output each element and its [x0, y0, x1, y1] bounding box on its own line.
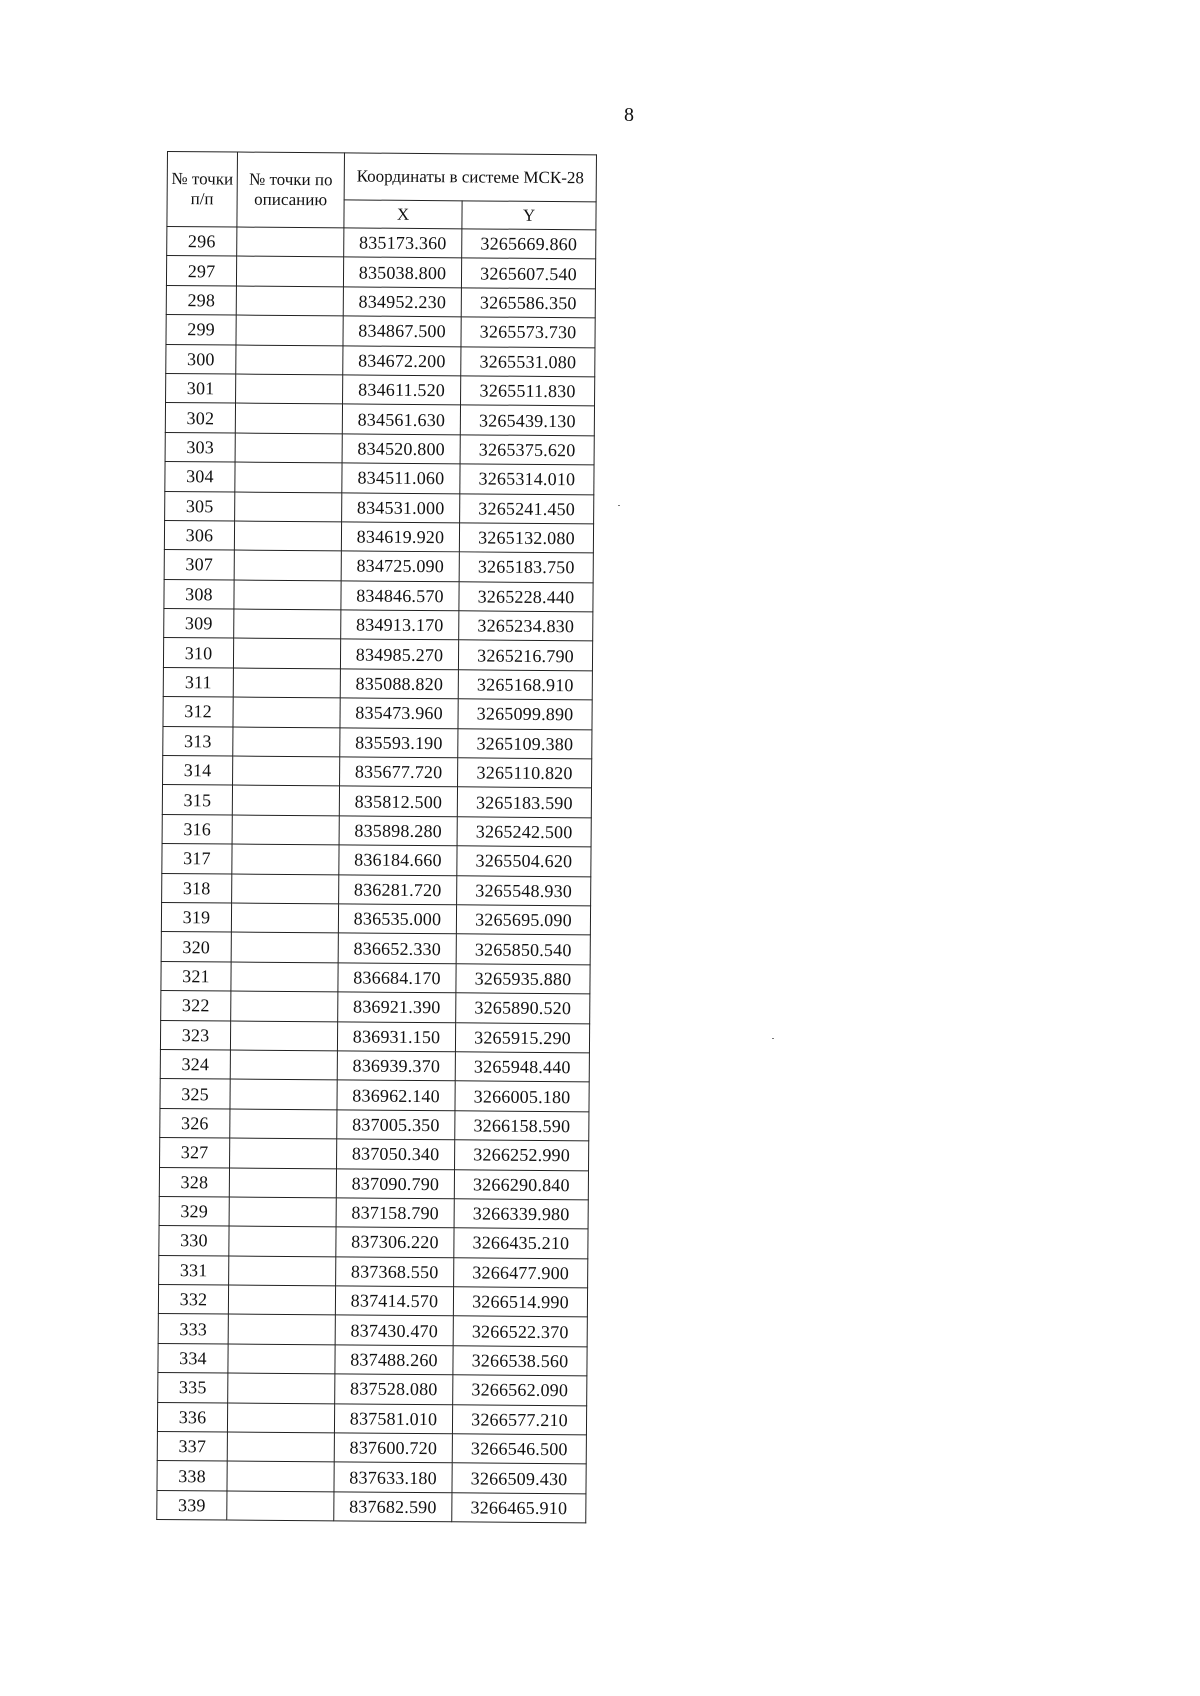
cell-point-by-description — [233, 756, 340, 786]
cell-y: 3265948.440 — [455, 1052, 589, 1082]
cell-x: 834611.520 — [343, 375, 461, 405]
cell-x: 834985.270 — [340, 639, 458, 669]
table-row — [159, 1226, 588, 1259]
cell-point-number: 327 — [160, 1138, 230, 1168]
table-row — [161, 991, 590, 1024]
cell-x: 834725.090 — [341, 551, 459, 581]
table-row — [163, 697, 592, 730]
cell-point-number: 308 — [164, 579, 234, 609]
cell-point-by-description — [230, 1021, 337, 1051]
cell-point-number: 311 — [163, 667, 233, 697]
cell-y: 3265241.450 — [460, 493, 594, 523]
cell-point-number: 315 — [162, 785, 232, 815]
cell-x: 835038.800 — [343, 257, 461, 287]
cell-x: 837682.590 — [334, 1492, 452, 1522]
cell-y: 3266465.910 — [452, 1493, 586, 1523]
cell-y: 3265850.540 — [456, 934, 590, 964]
cell-point-by-description — [233, 639, 340, 669]
table-row — [158, 1373, 587, 1406]
cell-point-by-description — [232, 874, 339, 904]
cell-point-number: 336 — [157, 1402, 227, 1432]
table-row — [159, 1196, 588, 1229]
table-row — [160, 1049, 589, 1082]
cell-point-by-description — [236, 286, 343, 316]
cell-point-by-description — [230, 1109, 337, 1139]
cell-y: 3266477.900 — [454, 1257, 588, 1287]
cell-point-by-description — [236, 345, 343, 375]
cell-x: 835593.190 — [340, 728, 458, 758]
table-row — [157, 1402, 586, 1435]
cell-point-number: 326 — [160, 1108, 230, 1138]
cell-x: 836931.150 — [337, 1021, 455, 1051]
cell-point-number: 314 — [163, 756, 233, 786]
table-row — [157, 1431, 586, 1464]
cell-point-by-description — [230, 1050, 337, 1080]
scan-speck — [618, 505, 620, 506]
cell-x: 836652.330 — [338, 933, 456, 963]
table-row — [157, 1490, 586, 1523]
cell-y: 3265168.910 — [458, 670, 592, 700]
cell-x: 834867.500 — [343, 316, 461, 346]
cell-x: 834531.000 — [342, 492, 460, 522]
cell-point-number: 334 — [158, 1343, 228, 1373]
cell-point-by-description — [227, 1403, 334, 1433]
cell-point-by-description — [235, 433, 342, 463]
table-row — [164, 609, 593, 642]
cell-x: 837581.010 — [334, 1403, 452, 1433]
cell-x: 834672.200 — [343, 345, 461, 375]
cell-y: 3266522.370 — [453, 1316, 587, 1346]
cell-point-by-description — [229, 1197, 336, 1227]
cell-x: 837368.550 — [336, 1257, 454, 1287]
cell-y: 3266538.560 — [453, 1346, 587, 1376]
cell-point-by-description — [236, 315, 343, 345]
cell-x: 837158.790 — [336, 1198, 454, 1228]
cell-point-number: 312 — [163, 697, 233, 727]
cell-point-number: 310 — [163, 638, 233, 668]
cell-point-by-description — [236, 256, 343, 286]
cell-point-by-description — [232, 815, 339, 845]
cell-point-by-description — [234, 580, 341, 610]
cell-point-number: 309 — [164, 609, 234, 639]
cell-x: 837633.180 — [334, 1462, 452, 1492]
cell-x: 834511.060 — [342, 463, 460, 493]
cell-point-number: 328 — [159, 1167, 229, 1197]
cell-point-number: 307 — [164, 550, 234, 580]
cell-y: 3265548.930 — [457, 875, 591, 905]
cell-point-by-description — [227, 1491, 334, 1521]
cell-y: 3266290.840 — [454, 1169, 588, 1199]
cell-point-by-description — [237, 227, 344, 257]
cell-point-by-description — [230, 1138, 337, 1168]
table-row — [165, 491, 594, 524]
cell-point-number: 321 — [161, 961, 231, 991]
table-row — [158, 1343, 587, 1376]
cell-point-by-description — [228, 1344, 335, 1374]
cell-point-by-description — [236, 374, 343, 404]
cell-point-number: 299 — [166, 315, 236, 345]
cell-y: 3266339.980 — [454, 1199, 588, 1229]
table-row — [165, 462, 594, 495]
cell-y: 3265695.090 — [456, 905, 590, 935]
cell-x: 835473.960 — [340, 698, 458, 728]
header-x: X — [344, 200, 462, 229]
header-point-by-description: № точки по описанию — [237, 152, 345, 228]
cell-y: 3265183.590 — [457, 787, 591, 817]
cell-point-number: 296 — [167, 227, 237, 257]
table-row — [161, 932, 590, 965]
cell-y: 3265915.290 — [455, 1022, 589, 1052]
cell-point-number: 316 — [162, 814, 232, 844]
cell-y: 3266514.990 — [453, 1287, 587, 1317]
cell-point-by-description — [228, 1373, 335, 1403]
cell-x: 834846.570 — [341, 581, 459, 611]
table-row — [164, 550, 593, 583]
cell-x: 835812.500 — [339, 786, 457, 816]
table-row — [158, 1314, 587, 1347]
cell-y: 3265439.130 — [460, 405, 594, 435]
table-row — [166, 285, 595, 318]
cell-point-number: 338 — [157, 1461, 227, 1491]
cell-x: 837050.340 — [337, 1139, 455, 1169]
header-y: Y — [462, 201, 596, 230]
cell-point-by-description — [229, 1226, 336, 1256]
cell-x: 834561.630 — [342, 404, 460, 434]
cell-point-by-description — [231, 962, 338, 992]
cell-y: 3266252.990 — [455, 1140, 589, 1170]
table-row — [162, 785, 591, 818]
cell-point-number: 329 — [159, 1196, 229, 1226]
cell-point-number: 306 — [164, 520, 234, 550]
cell-point-by-description — [229, 1256, 336, 1286]
cell-point-by-description — [231, 991, 338, 1021]
cell-point-by-description — [230, 1079, 337, 1109]
cell-y: 3266577.210 — [452, 1404, 586, 1434]
cell-point-number: 331 — [159, 1255, 229, 1285]
header-point-number: № точки п/п — [167, 152, 238, 228]
cell-y: 3265228.440 — [459, 581, 593, 611]
table-row — [161, 961, 590, 994]
cell-point-by-description — [231, 903, 338, 933]
table-row — [166, 315, 595, 348]
cell-point-by-description — [234, 550, 341, 580]
cell-y: 3266158.590 — [455, 1111, 589, 1141]
cell-y: 3265890.520 — [456, 993, 590, 1023]
cell-x: 835898.280 — [339, 816, 457, 846]
cell-point-number: 320 — [161, 932, 231, 962]
cell-point-number: 297 — [166, 256, 236, 286]
cell-point-by-description — [235, 492, 342, 522]
cell-x: 834520.800 — [342, 434, 460, 464]
table-row — [158, 1285, 587, 1318]
cell-x: 834952.230 — [343, 287, 461, 317]
cell-x: 837430.470 — [335, 1315, 453, 1345]
cell-point-by-description — [235, 403, 342, 433]
cell-point-by-description — [231, 932, 338, 962]
cell-x: 837600.720 — [334, 1433, 452, 1463]
cell-y: 3265242.500 — [457, 817, 591, 847]
cell-y: 3266509.430 — [452, 1463, 586, 1493]
cell-y: 3265586.350 — [461, 288, 595, 318]
table-row — [166, 373, 595, 406]
cell-point-by-description — [227, 1461, 334, 1491]
cell-y: 3266005.180 — [455, 1081, 589, 1111]
cell-y: 3265099.890 — [458, 699, 592, 729]
cell-x: 835088.820 — [340, 669, 458, 699]
table-row — [160, 1108, 589, 1141]
cell-y: 3265132.080 — [459, 523, 593, 553]
cell-x: 836962.140 — [337, 1080, 455, 1110]
cell-y: 3265669.860 — [462, 229, 596, 259]
cell-point-number: 330 — [159, 1226, 229, 1256]
cell-point-number: 300 — [166, 344, 236, 374]
table-row — [164, 579, 593, 612]
cell-point-number: 323 — [160, 1020, 230, 1050]
cell-point-number: 298 — [166, 285, 236, 315]
cell-y: 3265183.750 — [459, 552, 593, 582]
cell-point-by-description — [232, 785, 339, 815]
cell-y: 3265511.830 — [461, 376, 595, 406]
table-row — [164, 520, 593, 553]
cell-y: 3266562.090 — [453, 1375, 587, 1405]
table-row — [163, 726, 592, 759]
cell-y: 3265216.790 — [458, 640, 592, 670]
cell-point-by-description — [234, 521, 341, 551]
header-coordinates-system: Координаты в системе МСК-28 — [344, 153, 596, 202]
cell-point-number: 317 — [162, 844, 232, 874]
cell-point-number: 319 — [161, 902, 231, 932]
cell-x: 835677.720 — [340, 757, 458, 787]
table-row — [160, 1079, 589, 1112]
cell-y: 3265110.820 — [458, 758, 592, 788]
cell-point-number: 337 — [157, 1431, 227, 1461]
cell-x: 837414.570 — [335, 1286, 453, 1316]
cell-point-number: 301 — [166, 373, 236, 403]
cell-point-number: 302 — [165, 403, 235, 433]
cell-point-number: 332 — [158, 1285, 228, 1315]
cell-point-number: 303 — [165, 432, 235, 462]
coordinates-table — [156, 151, 597, 1524]
table-row — [163, 756, 592, 789]
table-row — [162, 814, 591, 847]
cell-x: 837528.080 — [335, 1374, 453, 1404]
cell-point-by-description — [234, 609, 341, 639]
cell-point-number: 318 — [162, 873, 232, 903]
cell-y: 3265314.010 — [460, 464, 594, 494]
cell-y: 3265375.620 — [460, 435, 594, 465]
scan-speck — [772, 1038, 774, 1039]
cell-x: 835173.360 — [344, 228, 462, 258]
cell-point-by-description — [227, 1432, 334, 1462]
cell-point-number: 324 — [160, 1049, 230, 1079]
cell-y: 3265935.880 — [456, 964, 590, 994]
cell-point-number: 335 — [158, 1373, 228, 1403]
table-row — [160, 1138, 589, 1171]
cell-y: 3265607.540 — [461, 258, 595, 288]
table-row — [163, 638, 592, 671]
cell-point-by-description — [228, 1314, 335, 1344]
cell-x: 837488.260 — [335, 1345, 453, 1375]
cell-point-number: 304 — [165, 462, 235, 492]
table-body — [157, 227, 596, 1524]
cell-x: 837005.350 — [337, 1110, 455, 1140]
table-row — [166, 344, 595, 377]
table-row — [161, 902, 590, 935]
table-row — [159, 1255, 588, 1288]
cell-x: 834913.170 — [341, 610, 459, 640]
cell-x: 836921.390 — [338, 992, 456, 1022]
table-row — [166, 256, 595, 289]
table-row — [163, 667, 592, 700]
cell-y: 3265109.380 — [458, 728, 592, 758]
cell-point-number: 339 — [157, 1490, 227, 1520]
cell-x: 837306.220 — [336, 1227, 454, 1257]
cell-x: 836684.170 — [338, 963, 456, 993]
cell-x: 836184.660 — [339, 845, 457, 875]
cell-x: 836939.370 — [337, 1051, 455, 1081]
table-row — [165, 403, 594, 436]
table-row — [160, 1020, 589, 1053]
cell-point-by-description — [233, 727, 340, 757]
table-row — [159, 1167, 588, 1200]
table-row — [167, 227, 596, 260]
cell-point-by-description — [232, 844, 339, 874]
cell-x: 834619.920 — [341, 522, 459, 552]
table-row — [157, 1461, 586, 1494]
cell-x: 836535.000 — [338, 904, 456, 934]
cell-point-by-description — [235, 462, 342, 492]
page-number: 8 — [624, 104, 634, 126]
cell-y: 3266546.500 — [452, 1434, 586, 1464]
table-row — [162, 873, 591, 906]
cell-point-number: 333 — [158, 1314, 228, 1344]
cell-point-number: 313 — [163, 726, 233, 756]
cell-x: 836281.720 — [339, 874, 457, 904]
cell-point-number: 305 — [165, 491, 235, 521]
cell-y: 3265234.830 — [459, 611, 593, 641]
cell-point-by-description — [229, 1168, 336, 1198]
cell-point-by-description — [233, 697, 340, 727]
table-row — [165, 432, 594, 465]
cell-point-by-description — [228, 1285, 335, 1315]
cell-x: 837090.790 — [336, 1168, 454, 1198]
cell-y: 3265531.080 — [461, 346, 595, 376]
cell-point-number: 325 — [160, 1079, 230, 1109]
cell-y: 3266435.210 — [454, 1228, 588, 1258]
cell-point-by-description — [233, 668, 340, 698]
cell-point-number: 322 — [161, 991, 231, 1021]
cell-y: 3265504.620 — [457, 846, 591, 876]
table-row — [162, 844, 591, 877]
cell-y: 3265573.730 — [461, 317, 595, 347]
